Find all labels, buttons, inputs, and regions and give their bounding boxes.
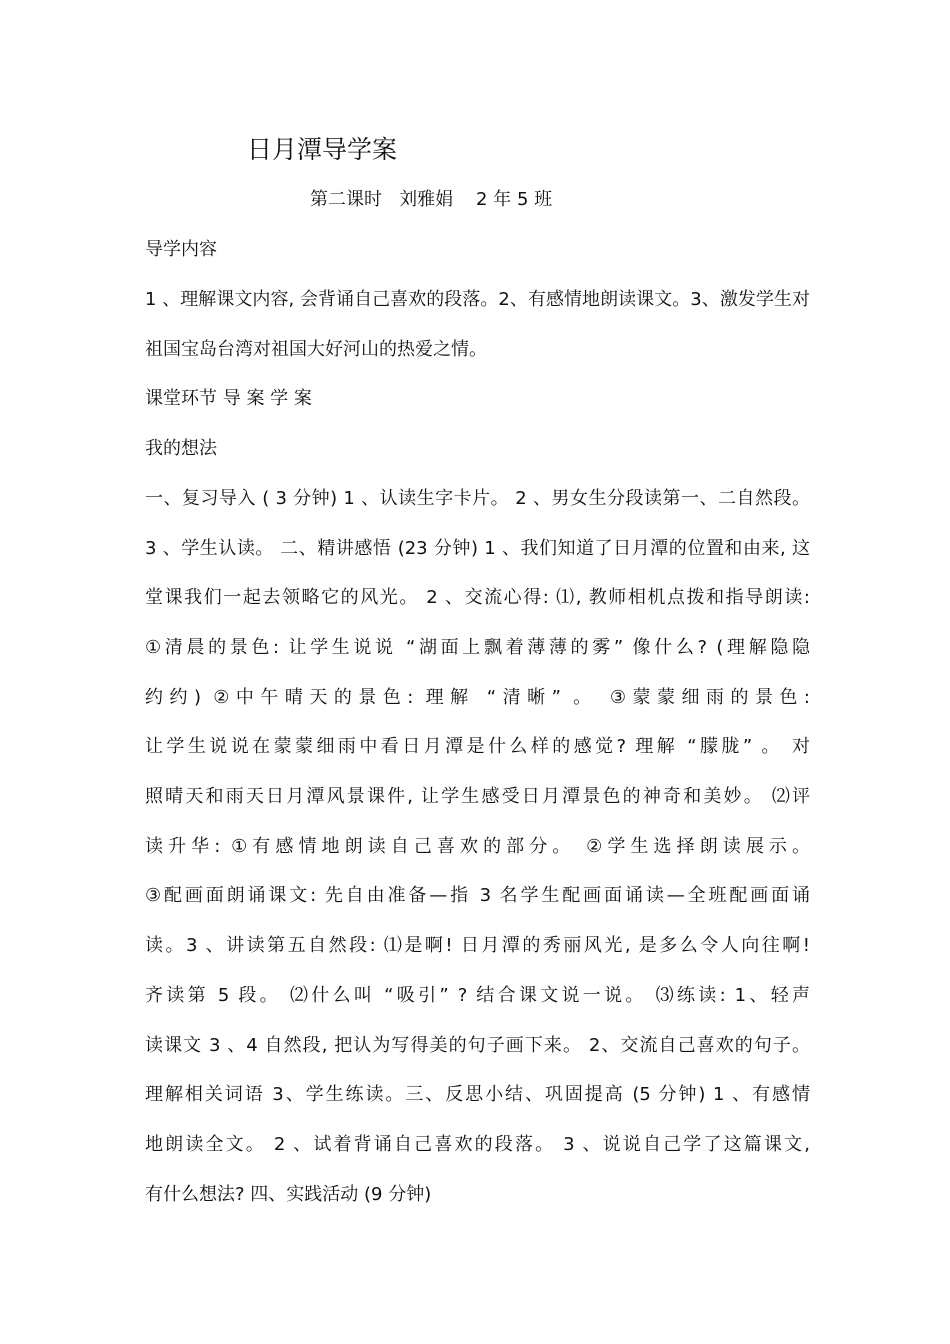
body-line: 约约) ②中午晴天的景色: 理解 “清晰” 。 ③蒙蒙细雨的景色: [145, 687, 810, 708]
body-line: ①清晨的景色: 让学生说说 “湖面上飘着薄薄的雾” 像什么? (理解隐隐 [145, 637, 810, 658]
body-line: 堂课我们一起去领略它的风光。 2 、交流心得: ⑴, 教师相机点拨和指导朗读: [145, 587, 810, 608]
body-line: 读课文 3 、4 自然段, 把认为写得美的句子画下来。 2、交流自己喜欢的句子。 [145, 1035, 810, 1056]
body-line: 地朗读全文。 2 、试着背诵自己喜欢的段落。 3 、说说自己学了这篇课文, [145, 1134, 810, 1155]
section-heading-thoughts: 我的想法 [145, 438, 217, 459]
body-line: 让学生说说在蒙蒙细雨中看日月潭是什么样的感觉? 理解 “朦胧” 。 对 [145, 736, 810, 757]
document-title: 日月潭导学案 [247, 135, 398, 164]
section-heading-steps: 课堂环节 导 案 学 案 [145, 388, 312, 409]
body-line: 照晴天和雨天日月潭风景课件, 让学生感受日月潭景色的神奇和美妙。 ⑵评 [145, 786, 810, 807]
body-line: 理解相关词语 3、学生练读。三、反思小结、巩固提高 (5 分钟) 1 、有感情 [145, 1084, 810, 1105]
body-line: 3 、学生认读。 二、精讲感悟 (23 分钟) 1 、我们知道了日月潭的位置和由来, 这 [145, 538, 810, 559]
body-line: 祖国宝岛台湾对祖国大好河山的热爱之情。 [145, 339, 487, 360]
section-heading-content: 导学内容 [145, 239, 217, 260]
body-line: 读。3 、讲读第五自然段: ⑴是啊! 日月潭的秀丽风光, 是多么令人向往啊! [145, 935, 810, 956]
body-line: 读升华: ①有感情地朗读自己喜欢的部分。 ②学生选择朗读展示。 [145, 836, 810, 857]
body-line: 一、复习导入 ( 3 分钟) 1 、认读生字卡片。 2 、男女生分段读第一、二自然段。 [145, 488, 810, 509]
document-subtitle: 第二课时 刘雅娟 2 年 5 班 [310, 189, 553, 210]
body-line: 1 、理解课文内容, 会背诵自己喜欢的段落。2、有感情地朗读课文。3、激发学生对 [145, 289, 810, 310]
body-line: 齐读第 5 段。 ⑵什么叫 “吸引” ? 结合课文说一说。 ⑶练读: 1、轻声 [145, 985, 810, 1006]
body-line: ③配画面朗诵课文: 先自由准备—指 3 名学生配画面诵读—全班配画面诵 [145, 885, 810, 906]
body-line: 有什么想法? 四、实践活动 (9 分钟) [145, 1184, 432, 1205]
